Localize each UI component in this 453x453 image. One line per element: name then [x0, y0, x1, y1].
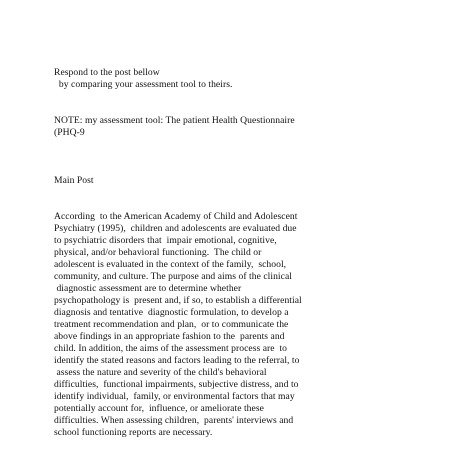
body-line: difficulties, functional impairments, subjective distress, and to	[54, 379, 299, 390]
body-line: community, and culture. The purpose and aims of the clinical	[54, 271, 292, 282]
prompt-line-2: by comparing your assessment tool to theirs.	[54, 79, 233, 90]
body-line: difficulties. When assessing children, parents' interviews and	[54, 415, 294, 426]
body-line: to psychiatric disorders that impair emotional, cognitive,	[54, 235, 277, 246]
body-line: identify the stated reasons and factors leading to the referral, to	[54, 355, 300, 366]
body-line: psychopathology is present and, if so, to establish a differential	[54, 295, 302, 306]
body-line: Psychiatry (1995), children and adolescents are evaluated due	[54, 223, 297, 234]
body-line: potentially account for, influence, or ameliorate these	[54, 403, 264, 414]
note-line-1: NOTE: my assessment tool: The patient Health Questionnaire	[54, 115, 295, 126]
body-line: assess the nature and severity of the child's behavioral	[54, 367, 267, 378]
note-line-2: (PHQ-9	[54, 127, 85, 138]
body-line: school functioning reports are necessary.	[54, 427, 213, 438]
body-line: diagnostic assessment are to determine whether	[54, 283, 242, 294]
body-line: diagnosis and tentative diagnostic formulation, to develop a	[54, 307, 289, 318]
body-line: physical, and/or behavioral functioning. The child or	[54, 247, 262, 258]
body-line: adolescent is evaluated in the context of the family, school,	[54, 259, 287, 270]
prompt-line-1: Respond to the post bellow	[54, 67, 160, 78]
body-line: child. In addition, the aims of the assessment process are to	[54, 343, 288, 354]
body-line: treatment recommendation and plan, or to communicate the	[54, 319, 289, 330]
body-line: According to the American Academy of Child and Adolescent	[54, 211, 298, 222]
section-heading: Main Post	[54, 175, 94, 186]
body-line: above findings in an appropriate fashion to the parents and	[54, 331, 285, 342]
body-line: identify individual, family, or environmental factors that may	[54, 391, 295, 402]
